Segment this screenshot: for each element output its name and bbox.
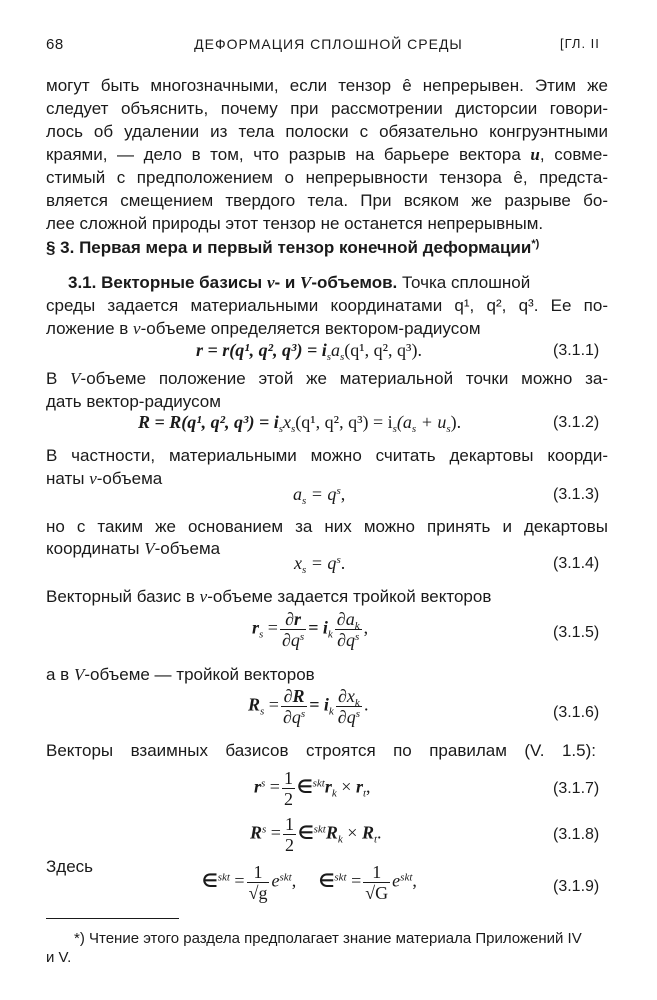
eq5-sub-k: k [327, 628, 333, 641]
eq6-den2-sup: s [355, 708, 360, 720]
eq5-lhs: r [252, 617, 260, 638]
equation-number-3-1-8: (3.1.8) [553, 826, 600, 843]
eq6-lhs: R [248, 694, 261, 715]
eq7-epsilon: ∈ [296, 776, 313, 797]
para5-line [46, 587, 608, 607]
eq2-x: x [283, 412, 291, 432]
eq7-lhs: r [254, 776, 262, 797]
eq5-mid: = i [308, 617, 328, 638]
para8-line: Здесь [46, 857, 93, 876]
eq9-den-1: √g [248, 883, 268, 903]
subsection-line-1-rest: Точка сплошной [397, 273, 531, 292]
equation-3-1-4 [294, 553, 345, 574]
eq7-comma: , [366, 776, 371, 797]
eq8-r2: R [361, 822, 374, 843]
equation-3-1-9: ∈$^{skt}$ = $\frac{1}{√g}$ $e^{skt}$, ∈$^{skt}$ = $\frac{1}{√G}$ $e^{skt}$, [202, 862, 417, 903]
subsection-number: 3.1. [68, 273, 97, 292]
intro-line-6: вляется смещением твердого тела. При всяком же разрыве бо- [46, 191, 608, 210]
section-footnote-mark: *) [531, 238, 540, 250]
intro-line-4-c: , совме- [539, 145, 608, 164]
eq6-sub-s: s [260, 705, 265, 718]
para5-a: Векторный базис в [46, 587, 200, 606]
eq9-num-1: 1 [247, 862, 270, 883]
eq9-comma-1: , [291, 870, 297, 891]
para2-c: -объеме положение этой же материальной точки можно за- [80, 369, 609, 388]
eq9-sup-1: skt [217, 871, 230, 884]
eq9-den-2: √G [365, 883, 389, 903]
eq6-frac-1 [281, 686, 307, 727]
footnote-line-2: и V. [46, 949, 72, 966]
para2-line-1 [46, 369, 608, 389]
para4-a: координаты [46, 539, 145, 558]
eq9-sup-2: skt [279, 871, 292, 884]
eq8-eq: = [270, 822, 281, 843]
intro-line-5: стимый с предположением о непрерывности тензора ȇ, предста- [46, 168, 608, 187]
eq5-comma: , [363, 617, 369, 638]
section-title: § 3. Первая мера и первый тензор конечной деформации [46, 238, 532, 257]
eq2-end2: + u [416, 412, 447, 432]
eq5-den2-sup: s [355, 631, 360, 643]
equation-number-3-1-5: (3.1.5) [553, 624, 600, 641]
eq6-mid: = i [309, 694, 329, 715]
intro-line-2: следует объяснить, почему при рассмотрении дисторсии говори- [46, 99, 608, 118]
para6-a: а в [46, 665, 74, 684]
eq7-r1: r [324, 776, 332, 797]
para3-c: -объема [96, 469, 163, 488]
para6-line [46, 665, 608, 685]
eq2-sub-s5: s [446, 423, 451, 435]
eq5-num2-sub: k [354, 620, 360, 632]
eq7-eq: = [269, 776, 280, 797]
eq2-end: (a [396, 412, 412, 432]
equation-3-1-2 [138, 412, 461, 433]
eq1-a: a [330, 340, 340, 360]
intro-line-3: лось об удалении из тела полоски с обязательно конгруэнтными [46, 122, 608, 141]
eq5-sub-s: s [259, 628, 264, 641]
eq8-sub-t: t [373, 833, 378, 846]
eq9-frac-1 [247, 862, 270, 903]
eq7-half [282, 768, 295, 809]
subsection-line-3-a: ложение в [46, 319, 134, 338]
intro-line-4-a: краями, — дело в том, что разрыв на барьере вектора [46, 145, 531, 164]
equation-number-3-1-3: (3.1.3) [553, 486, 600, 503]
eq8-dot: . [377, 822, 382, 843]
eq8-sup-skt: skt [313, 823, 326, 836]
eq1-sub-s2: s [339, 351, 345, 363]
footnote-rule [46, 918, 179, 919]
eq6-frac-2 [336, 686, 362, 727]
eq9-e-1: e [271, 870, 280, 891]
eq4-lhs: x [294, 553, 302, 573]
equation-3-1-1 [196, 340, 422, 361]
eq4-sub-s: s [302, 564, 307, 576]
eq7-half-num: 1 [283, 768, 293, 788]
eq2-text: R = R(q¹, q², q³) = i [138, 412, 279, 432]
para2-line-2: дать вектор-радиусом [46, 392, 221, 411]
eq9-epsilon-1: ∈ [202, 870, 218, 891]
equation-number-3-1-1: (3.1.1) [553, 342, 600, 359]
eq7-cross: × [341, 776, 352, 797]
page-number: 68 [46, 36, 64, 53]
eq8-r1: R [325, 822, 338, 843]
eq8-lhs: R [250, 822, 263, 843]
footnote-line-1: *) Чтение этого раздела предполагает знание материала Приложений IV [74, 930, 582, 947]
eq9-comma-2: , [412, 870, 417, 891]
eq3-rhs: = q [310, 484, 337, 504]
para7-line: Векторы взаимных базисов строятся по правилам (V. 1.5): [46, 741, 596, 760]
eq2-sub-s: s [278, 423, 283, 435]
eq3-comma: , [340, 484, 346, 504]
eq2-sub-s4: s [411, 423, 417, 435]
para3-line-1: В частности, материальными можно считать декартовы коорди- [46, 446, 608, 465]
eq5-den-1: ∂q [281, 630, 300, 650]
eq8-sub-k: k [337, 833, 343, 846]
eq9-sup-4: skt [400, 871, 413, 884]
eq8-half-num: 1 [284, 814, 294, 834]
eq9-frac-2 [363, 862, 390, 903]
eq8-sup-s: s [262, 823, 267, 836]
equation-3-1-5: $r_s$ = $\frac{\partial r}{\partial q^s}$ = $i_k$ $\frac{\partial a_k}{\partial q^s}$ , [252, 609, 369, 650]
para3-v: v [89, 469, 97, 488]
running-title: ДЕФОРМАЦИЯ СПЛОШНОЙ СРЕДЫ [194, 36, 463, 52]
eq1-text: r = r(q¹, q², q³) = i [196, 340, 327, 360]
equation-number-3-1-4: (3.1.4) [553, 555, 600, 572]
section-heading [46, 238, 616, 258]
equation-3-1-8 [250, 814, 382, 855]
equation-3-1-7 [254, 768, 371, 809]
subsection-line-3 [46, 319, 608, 339]
eq6-sub-k: k [328, 705, 334, 718]
eq2-sub-s2: s [291, 423, 296, 435]
equation-number-3-1-6: (3.1.6) [553, 704, 600, 721]
subsection-line-1 [68, 273, 608, 293]
eq7-r2: r [355, 776, 363, 797]
eq7-sub-k: k [331, 787, 337, 800]
para4-V: V [144, 539, 155, 558]
eq8-epsilon: ∈ [297, 822, 314, 843]
eq2-end3: ). [450, 412, 462, 432]
vector-u: u [530, 145, 540, 164]
eq5-num-1: ∂r [285, 609, 301, 629]
para3-a: наты [46, 469, 90, 488]
subsection-V: V [300, 273, 312, 292]
eq6-num-1: ∂R [283, 686, 305, 706]
eq8-half-den: 2 [284, 835, 294, 855]
eq9-sup-3: skt [334, 871, 347, 884]
equation-number-3-1-7: (3.1.7) [553, 780, 600, 797]
subsection-title-c: -объемов. [311, 273, 398, 292]
para4-line-1: но с таким же основанием за них можно принять и декартовы [46, 517, 608, 536]
subsection-title-b: - и [274, 273, 301, 292]
intro-line-7: лее сложной природы этот тензор не останется непрерывным. [46, 214, 544, 233]
eq5-den-2: ∂q [337, 630, 355, 650]
eq5-den1-sup: s [299, 631, 305, 643]
eq8-cross: × [347, 822, 358, 843]
eq9-num-2: 1 [363, 862, 390, 883]
chapter-label: [ГЛ. II [560, 36, 600, 51]
para4-c: -объема [154, 539, 221, 558]
subsection-title-a: Векторные базисы [101, 273, 267, 292]
para5-v: v [199, 587, 208, 606]
para6-V: V [73, 665, 85, 684]
para2-a: В [46, 369, 71, 388]
eq2-sub-s3: s [392, 423, 397, 435]
eq9-e-2: e [392, 870, 401, 891]
eq5-frac-1 [280, 609, 306, 650]
subsection-line-2: среды задается материальными координатами q¹, q², q³. Ее по- [46, 296, 608, 315]
eq1-sub-s: s [326, 351, 331, 363]
eq4-rhs: = q [310, 553, 337, 573]
eq5-num-2: ∂a [336, 609, 355, 629]
intro-line-1: могут быть многозначными, если тензор ȇ непрерывен. Этим же [46, 76, 608, 95]
eq7-half-den: 2 [283, 789, 293, 809]
eq4-sup-s: s [336, 554, 341, 566]
eq6-den-1: ∂q [282, 707, 301, 727]
eq5-frac-2 [335, 609, 362, 650]
eq7-sup-s: s [261, 777, 266, 790]
equation-number-3-1-2: (3.1.2) [553, 414, 600, 431]
eq7-sup-skt: skt [312, 777, 325, 790]
eq2-tail: (q¹, q², q³) = i [295, 412, 393, 432]
para2-V: V [70, 369, 81, 388]
eq6-den1-sup: s [300, 708, 306, 720]
para6-c: -объеме — тройкой векторов [84, 665, 315, 684]
eq6-num2-sub: k [354, 697, 360, 709]
eq6-num-2: ∂x [338, 686, 355, 706]
eq3-sub-s: s [302, 495, 307, 507]
subsection-line-3-v: v [133, 319, 141, 338]
eq7-sub-t: t [362, 787, 367, 800]
subsection-line-3-c: -объеме определяется вектором-радиусом [140, 319, 481, 338]
eq6-dot: . [363, 694, 369, 715]
eq9-epsilon-2: ∈ [318, 870, 335, 891]
equation-number-3-1-9: (3.1.9) [553, 878, 600, 895]
intro-line-4 [46, 145, 608, 165]
equation-3-1-3 [293, 484, 345, 505]
eq1-tail: (q¹, q², q³). [344, 340, 422, 360]
equation-3-1-6: $R_s$ = $\frac{\partial R}{\partial q^s}$ = $i_k$ $\frac{\partial x_k}{\partial q^s}$ . [248, 686, 369, 727]
subsection-v: v [266, 273, 275, 292]
para5-c: -объеме задается тройкой векторов [207, 587, 492, 606]
eq6-den-2: ∂q [337, 707, 356, 727]
eq4-dot: . [340, 553, 346, 573]
eq3-lhs: a [293, 484, 302, 504]
eq3-sup-s: s [336, 485, 341, 497]
eq8-half [283, 814, 296, 855]
